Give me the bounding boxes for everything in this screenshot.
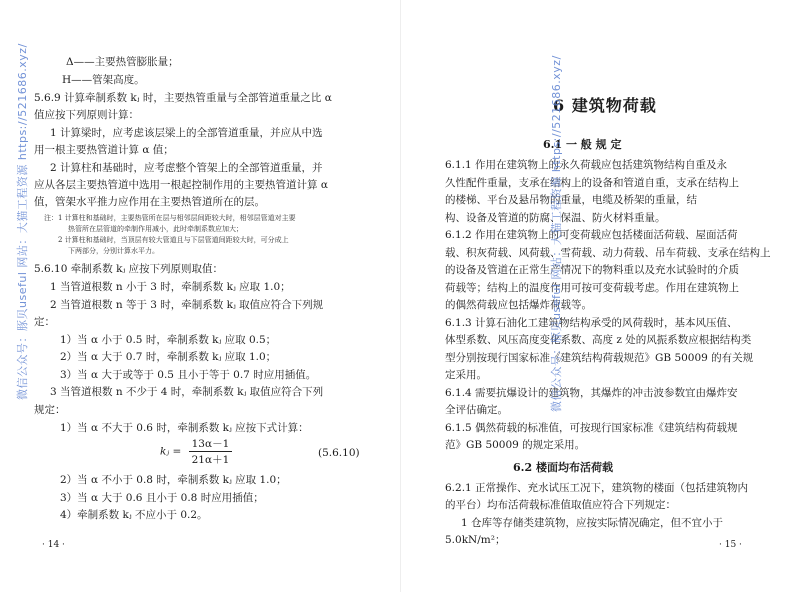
text-line: 荷载等；结构上的温度作用可按可变荷载考虑。作用在建筑物上 [445, 282, 739, 294]
formula-5-6-10 [160, 436, 232, 467]
text-line: 的楼梯、平台及悬吊物的重量，电缆及桥架的重量，结 [445, 194, 697, 206]
text-line: 的平台）均布活荷载标准值取值应符合下列规定： [445, 499, 676, 511]
clause-6-1-2: 6.1.2 作用在建筑物上的可变荷载应包括楼面活荷载、屋面活荷 [445, 229, 738, 241]
text-line: 2 计算柱和基础时，应考虑整个管架上的全部管道重量，并 [50, 162, 323, 174]
clause-6-1-3: 6.1.3 计算石油化工建筑物结构承受的风荷载时，基本风压值、 [445, 317, 738, 329]
text-line: 3 当管道根数 n 不少于 4 时，牵制系数 kⱼ 取值应符合下列 [50, 386, 324, 398]
text-line: 应从各层主要热管道中选用一根起控制作用的主要热管道计算 α [34, 179, 328, 191]
formula-fraction [189, 436, 233, 467]
text-line: 规定： [34, 404, 66, 416]
note-line: 下两部分，分别计算水平力。 [68, 247, 159, 255]
clause-6-1-5: 6.1.5 偶然荷载的标准值，可按现行国家标准《建筑结构荷载规 [445, 422, 738, 434]
text-line: 4）牵制系数 kⱼ 不应小于 0.2。 [60, 509, 208, 521]
note-line: 2 计算柱和基础时，当顶层有较大管道且与下层管道间距较大时，可分成上 [58, 236, 289, 244]
text-line: 1 仓库等存储类建筑物，应按实际情况确定，但不宜小于 [461, 517, 724, 529]
right-page [400, 0, 800, 592]
clause-5-6-9: 5.6.9 计算牵制系数 kⱼ 时，主要热管重量与全部管道重量之比 α [34, 92, 332, 104]
page-number: · 15 · [719, 540, 742, 550]
note-line: 热管所在层管道的牵制作用减小，此时牵制系数应加大； [68, 225, 243, 233]
text-line: Δ——主要热管膨胀量； [66, 56, 179, 68]
text-line: 值，管架水平推力应作用在主要热管道所在的层。 [34, 196, 265, 208]
section-title: 6.2 楼面均布活荷载 [513, 461, 613, 474]
text-line: 5.0kN/m²； [445, 534, 506, 546]
page-number: · 14 · [42, 540, 65, 550]
text-line: H——管架高度。 [62, 74, 145, 86]
text-line: 值应按下列原则计算： [34, 109, 139, 121]
text-line: 的设备及管道在正常生产情况下的物料重以及充水试验时的介质 [445, 264, 739, 276]
text-line: 的偶然荷载应包括爆炸荷载等。 [445, 299, 592, 311]
text-line: 1）当 α 小于 0.5 时，牵制系数 kⱼ 应取 0.5； [60, 334, 277, 346]
note-label: 注： [44, 214, 58, 222]
text-line: 用一根主要热管道计算 α 值； [34, 144, 174, 156]
text-line: 1）当 α 不大于 0.6 时，牵制系数 kⱼ 应按下式计算： [60, 422, 309, 434]
text-line: 载、积灰荷载、风荷载、雪荷载、动力荷载、吊车荷载、支承在结构上 [445, 247, 771, 259]
formula-number: (5.6.10) [318, 447, 360, 459]
text-line: 2）当 α 不小于 0.8 时，牵制系数 kⱼ 应取 1.0； [60, 474, 287, 486]
clause-6-1-1: 6.1.1 作用在建筑物上的永久荷载应包括建筑物结构自重及永 [445, 159, 728, 171]
clause-6-2-1: 6.2.1 正常操作、充水试压工况下，建筑物的楼面（包括建筑物内 [445, 482, 749, 494]
text-line: 型分别按现行国家标准《建筑结构荷载规范》GB 50009 的有关规 [445, 352, 754, 364]
chapter-title: 6 建筑物荷载 [553, 96, 657, 115]
clause-6-1-4: 6.1.4 需要抗爆设计的建筑物，其爆炸的冲击波参数宜由爆炸安 [445, 387, 738, 399]
text-line: 3）当 α 大于 0.6 且小于 0.8 时应用插值； [60, 492, 264, 504]
text-line: 定： [34, 316, 55, 328]
clause-5-6-10: 5.6.10 牵制系数 kⱼ 应按下列原则取值： [34, 263, 224, 275]
text-line: 1 当管道根数 n 小于 3 时，牵制系数 kⱼ 应取 1.0； [50, 281, 291, 293]
watermark-left: 微信公众号：豚贝useful 网站：大猫工程资源 https://521686.xyz/ [16, 43, 29, 400]
text-line: 体型系数、风压高度变化系数、高度 z 处的风振系数应根据结构类 [445, 334, 752, 346]
text-line: 3）当 α 大于或等于 0.5 且小于等于 0.7 时应用插值。 [60, 369, 317, 381]
text-line: 全评估确定。 [445, 404, 508, 416]
text-line: 构、设备及管道的防腐、保温、防火材料重量。 [445, 212, 666, 224]
text-line: 1 计算梁时，应考虑该层梁上的全部管道重量，并应从中选 [50, 127, 323, 139]
watermark-right: 微信公众号：豚贝useful 网站：大猫工程资源 https://521686.xyz/ [550, 55, 563, 412]
text-line: 2 当管道根数 n 等于 3 时，牵制系数 kⱼ 取值应符合下列规 [50, 299, 324, 311]
text-line: 定采用。 [445, 369, 487, 381]
text-line: 2）当 α 大于 0.7 时，牵制系数 kⱼ 应取 1.0； [60, 351, 277, 363]
formula-numerator: 13α－1 [189, 436, 233, 452]
text-line: 久性配件重量，支承在结构上的设备和管道自重，支承在结构上 [445, 177, 739, 189]
formula-lhs: kⱼ = [160, 445, 182, 458]
note-line: 1 计算柱和基础时，主要热管所在层与相邻层间距较大时，相邻层管道对主要 [58, 214, 296, 222]
text-line: 范》GB 50009 的规定采用。 [445, 439, 586, 451]
formula-denominator: 21α＋1 [191, 454, 230, 466]
section-title: 6.1 一 般 规 定 [543, 138, 622, 151]
